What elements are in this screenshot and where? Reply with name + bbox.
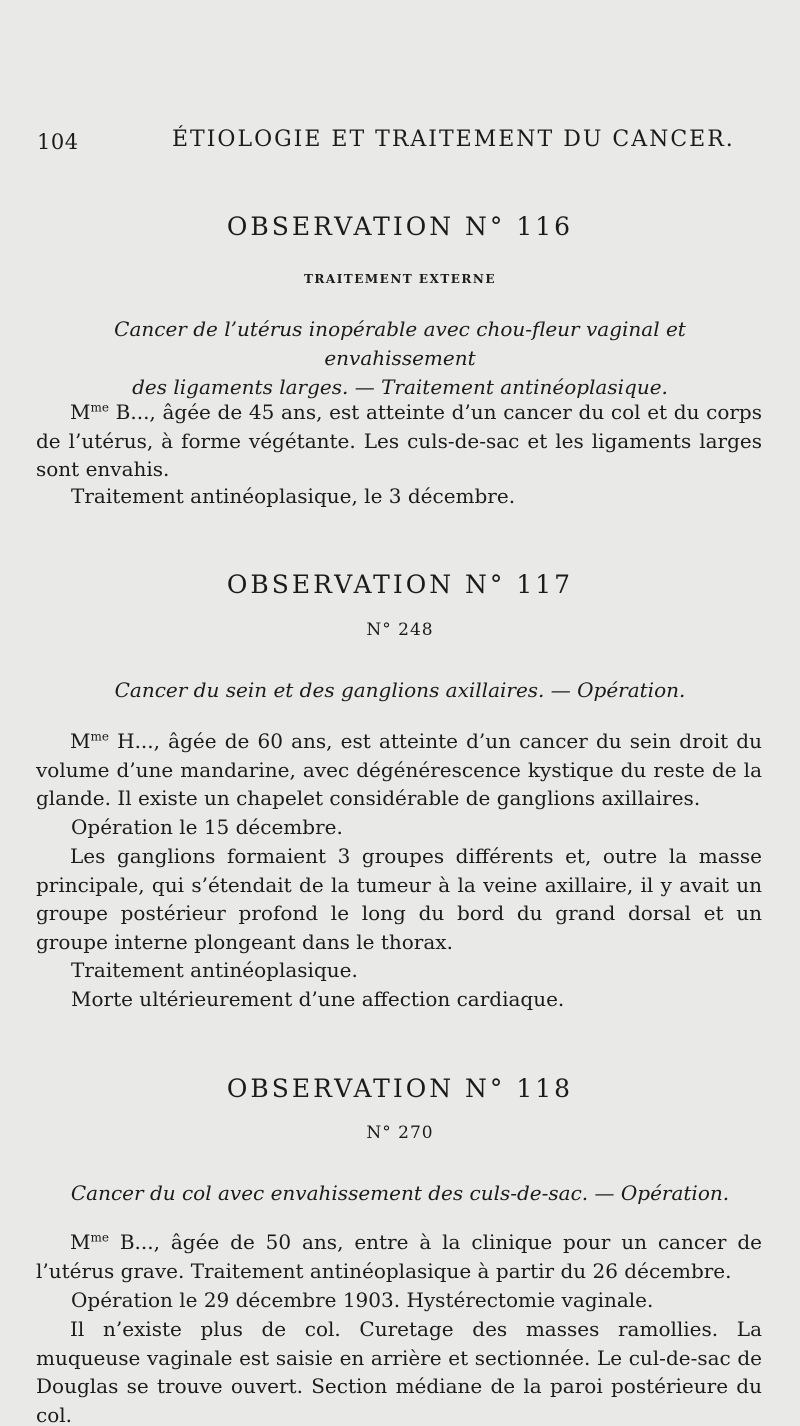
observation-116-paragraph-1 <box>36 398 762 484</box>
honorific-superscript: me <box>90 1230 109 1245</box>
running-title: ÉTIOLOGIE ET TRAITEMENT DU CANCER. <box>172 127 735 152</box>
honorific: M <box>70 1230 91 1254</box>
honorific: M <box>70 729 91 753</box>
paragraph-text: B..., âgée de 45 ans, est atteinte d’un cancer du col et du corps de l’utérus, à forme végétante. Les culs-de-sac et les ligaments larges sont envahis. <box>36 400 762 481</box>
observation-117-paragraph-5: Morte ultérieurement d’une affection cardiaque. <box>71 987 565 1011</box>
observation-116-paragraph-2: Traitement antinéoplasique, le 3 décembre. <box>71 484 516 508</box>
observation-116-title-line-2: des ligaments larges. — Traitement antinéoplasique. <box>132 375 668 399</box>
observation-116-title <box>55 315 745 402</box>
page-number: 104 <box>37 130 79 154</box>
observation-117-paragraph-4: Traitement antinéoplasique. <box>71 958 358 982</box>
observation-118-number: N° 270 <box>366 1123 434 1143</box>
observation-118-heading: OBSERVATION N° 118 <box>226 1074 574 1103</box>
observation-117-paragraph-2: Opération le 15 décembre. <box>71 815 343 839</box>
observation-117-heading: OBSERVATION N° 117 <box>226 570 574 599</box>
observation-118-paragraph-3: Il n’existe plus de col. Curetage des masses ramollies. La muqueuse vaginale est saisie en arrière et sectionnée. Le cul-de-sac de Douglas se trouve ouvert. Section médiane de la paroi postérieure du col. <box>36 1317 762 1426</box>
treatment-type-label: TRAITEMENT EXTERNE <box>303 272 497 286</box>
paragraph-text: B..., âgée de 50 ans, entre à la clinique pour un cancer de l’utérus grave. Traitement antinéoplasique à partir du 26 décembre. <box>36 1230 762 1283</box>
honorific: M <box>70 400 91 424</box>
observation-118-paragraph-1 <box>36 1228 762 1285</box>
observation-116-heading: OBSERVATION N° 116 <box>226 212 574 241</box>
honorific-superscript: me <box>90 400 109 415</box>
observation-117-paragraph-1 <box>36 727 762 813</box>
observation-118-title: Cancer du col avec envahissement des culs-de-sac. — Opération. <box>70 1181 730 1205</box>
observation-117-number: N° 248 <box>366 620 434 640</box>
honorific-superscript: me <box>90 729 109 744</box>
observation-117-title: Cancer du sein et des ganglions axillaires. — Opération. <box>114 678 686 702</box>
observation-116-title-line-1: Cancer de l’utérus inopérable avec chou-fleur vaginal et envahissement <box>114 317 686 370</box>
observation-117-paragraph-3: Les ganglions formaient 3 groupes différents et, outre la masse principale, qui s’étendait de la tumeur à la veine axillaire, il y avait un groupe postérieur profond le long du bord du grand dorsal et un groupe interne plongeant dans le thorax. <box>36 844 762 954</box>
paragraph-text: H..., âgée de 60 ans, est atteinte d’un cancer du sein droit du volume d’une mandarine, avec dégénérescence kystique du reste de la glande. Il existe un chapelet considérable de ganglions axillaires. <box>36 729 762 810</box>
observation-116-subheading <box>0 268 800 288</box>
observation-118-paragraph-2: Opération le 29 décembre 1903. Hystérectomie vaginale. <box>71 1288 654 1312</box>
